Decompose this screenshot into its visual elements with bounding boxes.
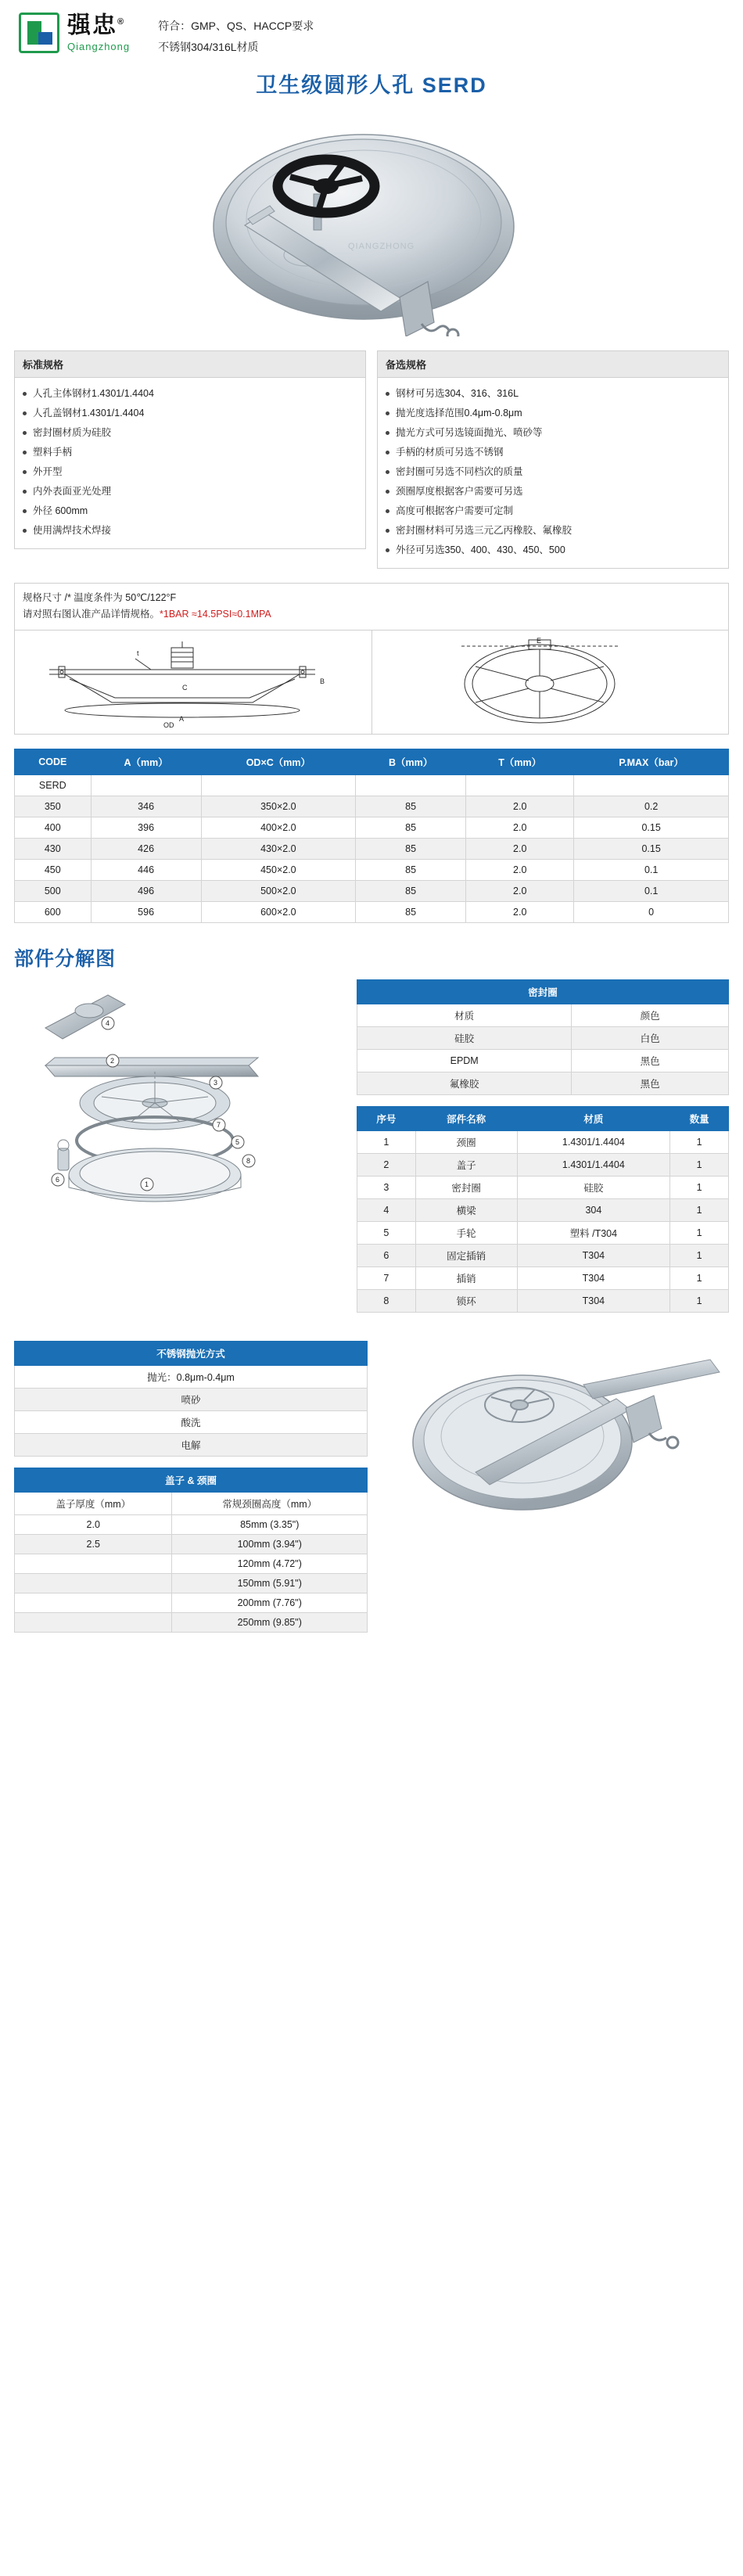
cell: 0.2 [574,796,729,817]
table-row [357,1130,729,1153]
seal-table-title: 密封圈 [357,979,729,1004]
table-row [357,1244,729,1266]
cell: 8 [357,1289,416,1312]
table-row [357,1026,729,1049]
cell: 85 [356,796,466,817]
col-part-name: 部件名称 [415,1106,517,1130]
cell: 喷砂 [15,1388,368,1410]
cell: 85mm (3.35") [172,1514,368,1534]
cell: 120mm (4.72") [172,1554,368,1573]
cell: 346 [91,796,201,817]
cell: 400 [15,817,92,838]
cell: 430×2.0 [201,838,355,859]
list-item: 密封圈材质为硅胶 [23,423,357,443]
cell: 0.15 [574,817,729,838]
bottom-product-image [382,1341,729,1521]
specification-section [0,350,743,569]
cell: 4 [357,1198,416,1221]
main-spec-table-wrap [0,749,743,923]
cell: 450 [15,859,92,880]
cell: 0 [574,901,729,922]
manhole-topview-svg [375,635,704,729]
cell: T304 [517,1244,670,1266]
col-odc: OD×C（mm） [201,749,355,774]
table-row [15,817,729,838]
table-row [357,1049,729,1072]
header-compliance [158,13,314,57]
cell: T304 [517,1266,670,1289]
page-title: 卫生级圆形人孔 SERD [256,74,487,98]
cell: 1 [670,1130,729,1153]
main-spec-table [14,749,729,923]
drawing-note-prefix: 请对照右图认准产品详情规格。 [23,609,160,620]
cell: 1 [670,1266,729,1289]
cell: 150mm (5.91") [172,1573,368,1593]
cell: 200mm (7.76") [172,1593,368,1612]
page-header [0,0,743,63]
dim-label-t: t [137,648,139,657]
col-pmax: P.MAX（bar） [574,749,729,774]
table-row [15,901,729,922]
cell: 446 [91,859,201,880]
footer-spacer [0,1644,743,1667]
list-item: 钢材可另选304、316、316L [386,384,720,404]
cell: 颈圈 [415,1130,517,1153]
standard-spec-body [14,378,366,549]
cell: 手轮 [415,1221,517,1244]
list-item: 人孔盖钢材1.4301/1.4404 [23,404,357,423]
bottom-tables [14,1341,368,1644]
cell [15,1612,172,1632]
cell: 500 [15,880,92,901]
cell: 7 [357,1266,416,1289]
cell [356,774,466,796]
cell: 黑色 [572,1049,729,1072]
col-material: 材质 [357,1004,572,1026]
cell: 硅胶 [357,1026,572,1049]
cell: 硅胶 [517,1176,670,1198]
cell: 横梁 [415,1198,517,1221]
cover-neck-table [14,1468,368,1633]
cell: 酸洗 [15,1410,368,1433]
cell [15,1593,172,1612]
cell: 密封圈 [415,1176,517,1198]
callout-8: 8 [246,1156,251,1165]
drawing-note-pressure: *1BAR ≈14.5PSI≈0.1MPA [160,609,271,620]
list-item: 塑料手柄 [23,443,357,462]
cell: 596 [91,901,201,922]
manhole-section-svg [18,635,346,729]
cell: 黑色 [572,1072,729,1094]
dim-label-c: C [182,683,188,692]
cell: 250mm (9.85") [172,1612,368,1632]
cell: 2.0 [466,859,574,880]
list-item: 外径可另选350、400、430、450、500 [386,541,720,560]
callout-1: 1 [145,1180,149,1188]
bottom-section [0,1341,743,1644]
cell: 496 [91,880,201,901]
cell: 400×2.0 [201,817,355,838]
dim-label-e: E [536,636,541,645]
dim-label-b: B [320,677,325,685]
top-view-drawing [372,631,729,734]
list-item: 抛光方式可另选镜面抛光、喷砂等 [386,423,720,443]
cell: 白色 [572,1026,729,1049]
list-item: 抛光度选择范围0.4μm-0.8μm [386,404,720,423]
table-row [15,1593,368,1612]
cover-table-title: 盖子 & 颈圈 [15,1468,368,1492]
list-item: 高度可根据客户需要可定制 [386,501,720,521]
callout-2: 2 [110,1056,115,1065]
cell: 锁环 [415,1289,517,1312]
table-row [15,859,729,880]
cell: 430 [15,838,92,859]
cell: 塑料 /T304 [517,1221,670,1244]
cell: 2.0 [466,817,574,838]
exploded-diagram [14,979,343,1214]
exploded-section [0,979,743,1324]
table-row [15,1410,368,1433]
cell: EPDM [357,1049,572,1072]
manhole-side-illustration [382,1341,726,1521]
cell: 1 [670,1289,729,1312]
col-color: 颜色 [572,1004,729,1026]
cell: 85 [356,880,466,901]
table-row [15,1514,368,1534]
cell: 6 [357,1244,416,1266]
product-hero-image [0,102,743,336]
table-row [357,1072,729,1094]
col-code: CODE [15,749,92,774]
list-item: 使用满焊技术焊接 [23,521,357,541]
cell: 氟橡胶 [357,1072,572,1094]
cell: 350×2.0 [201,796,355,817]
col-material: 材质 [517,1106,670,1130]
col-index: 序号 [357,1106,416,1130]
cell: 2 [357,1153,416,1176]
polish-table-title: 不锈钢抛光方式 [15,1341,368,1365]
cell: 0.1 [574,859,729,880]
optional-spec-heading: 备选规格 [377,350,729,378]
list-item: 外开型 [23,462,357,482]
table-row [15,1534,368,1554]
cell: 1 [670,1176,729,1198]
cell: 350 [15,796,92,817]
seal-table-wrap [357,979,729,1095]
cell [574,774,729,796]
list-item: 内外表面亚光处理 [23,482,357,501]
brand-name-cn-text: 强忠 [67,12,117,38]
callout-4: 4 [106,1019,110,1027]
table-row [15,1365,368,1388]
cell: 2.0 [466,880,574,901]
table-row [15,1554,368,1573]
cell: 2.0 [466,796,574,817]
cover-table-wrap [14,1468,368,1633]
table-header-row [15,1341,368,1365]
cell: 85 [356,817,466,838]
cell: 盖子 [415,1153,517,1176]
table-row [15,1573,368,1593]
cell: 插销 [415,1266,517,1289]
table-subheader-row [15,1492,368,1514]
cell: 3 [357,1176,416,1198]
cell [15,1554,172,1573]
exploded-view-svg [14,979,343,1214]
compliance-line-2: 不锈钢304/316L材质 [158,40,259,53]
cell: 1 [670,1221,729,1244]
cell: 1 [357,1130,416,1153]
table-row [15,1612,368,1632]
col-cover-thickness: 盖子厚度（mm） [15,1492,172,1514]
cell: 2.5 [15,1534,172,1554]
cell: 85 [356,838,466,859]
table-header-row [357,979,729,1004]
list-item: 密封圈可另选不同档次的质量 [386,462,720,482]
optional-spec-body [377,378,729,569]
table-row [357,1198,729,1221]
callout-7: 7 [217,1120,221,1129]
table-row [15,880,729,901]
col-a: A（mm） [91,749,201,774]
table-header-row [15,1468,368,1492]
drawing-note-line1: 规格尺寸 /* 温度条件为 50℃/122°F [23,592,177,604]
manhole-illustration [153,102,590,336]
seal-table [357,979,729,1095]
exploded-section-title: 部件分解图 [14,947,117,970]
technical-drawings [14,631,729,735]
table-subheader-row [357,1004,729,1026]
cell: 500×2.0 [201,880,355,901]
callout-3: 3 [214,1078,218,1087]
cell [466,774,574,796]
cell: 600 [15,901,92,922]
table-row [357,1176,729,1198]
polish-table-wrap [14,1341,368,1457]
cell: 396 [91,817,201,838]
cell: 2.0 [15,1514,172,1534]
cell: 1 [670,1198,729,1221]
cell: 5 [357,1221,416,1244]
list-item: 颈圈厚度根据客户需要可另选 [386,482,720,501]
qz-logo-icon [19,13,59,53]
cell [201,774,355,796]
polish-table [14,1341,368,1457]
table-row [15,796,729,817]
table-row [15,774,729,796]
section-view-drawing [15,631,372,734]
cell: 2.0 [466,838,574,859]
cell: 电解 [15,1433,368,1456]
brand-logo [19,13,130,53]
callout-5: 5 [235,1137,240,1146]
cell: 600×2.0 [201,901,355,922]
code-label: SERD [15,774,92,796]
drawing-note-line2 [23,606,720,623]
table-row [357,1289,729,1312]
standard-spec-card [14,350,366,569]
list-item: 手柄的材质可另选不锈钢 [386,443,720,462]
table-row [357,1266,729,1289]
table-row [15,838,729,859]
table-header-row [357,1106,729,1130]
cell [15,1573,172,1593]
cell: 1 [670,1244,729,1266]
brand-name-en: Qiangzhong [67,40,131,52]
standard-spec-heading: 标准规格 [14,350,366,378]
cell: 抛光：0.8μm-0.4μm [15,1365,368,1388]
cell: 固定插销 [415,1244,517,1266]
compliance-line-1: 符合：GMP、QS、HACCP要求 [158,20,314,32]
cell: 0.15 [574,838,729,859]
cell: 304 [517,1198,670,1221]
col-neck-height: 常规颈圈高度（mm） [172,1492,368,1514]
cell [91,774,201,796]
cell: T304 [517,1289,670,1312]
cell: 85 [356,901,466,922]
cell: 1.4301/1.4404 [517,1130,670,1153]
table-row [15,1388,368,1410]
dim-label-od: OD [163,720,174,729]
col-t: T（mm） [466,749,574,774]
cell: 100mm (3.94") [172,1534,368,1554]
list-item: 外径 600mm [23,501,357,521]
table-header-row [15,749,729,774]
parts-table-wrap [357,1106,729,1313]
dim-label-a: A [179,714,185,723]
col-qty: 数量 [670,1106,729,1130]
table-row [357,1221,729,1244]
cell: 2.0 [466,901,574,922]
cell: 85 [356,859,466,880]
cell: 1 [670,1153,729,1176]
list-item: 密封圈材料可另选三元乙丙橡胶、氟橡胶 [386,521,720,541]
cell: 1.4301/1.4404 [517,1153,670,1176]
cell: 0.1 [574,880,729,901]
cell: 450×2.0 [201,859,355,880]
registered-mark: ® [117,16,126,27]
optional-spec-card [377,350,729,569]
brand-name-cn [67,14,130,38]
svg-text:QIANGZHONG: QIANGZHONG [348,242,415,252]
callout-6: 6 [56,1175,60,1184]
list-item: 人孔主体钢材1.4301/1.4404 [23,384,357,404]
exploded-tables [357,979,729,1324]
col-b: B（mm） [356,749,466,774]
parts-table [357,1106,729,1313]
cell: 426 [91,838,201,859]
table-row [15,1433,368,1456]
table-row [357,1153,729,1176]
drawing-note [14,583,729,631]
